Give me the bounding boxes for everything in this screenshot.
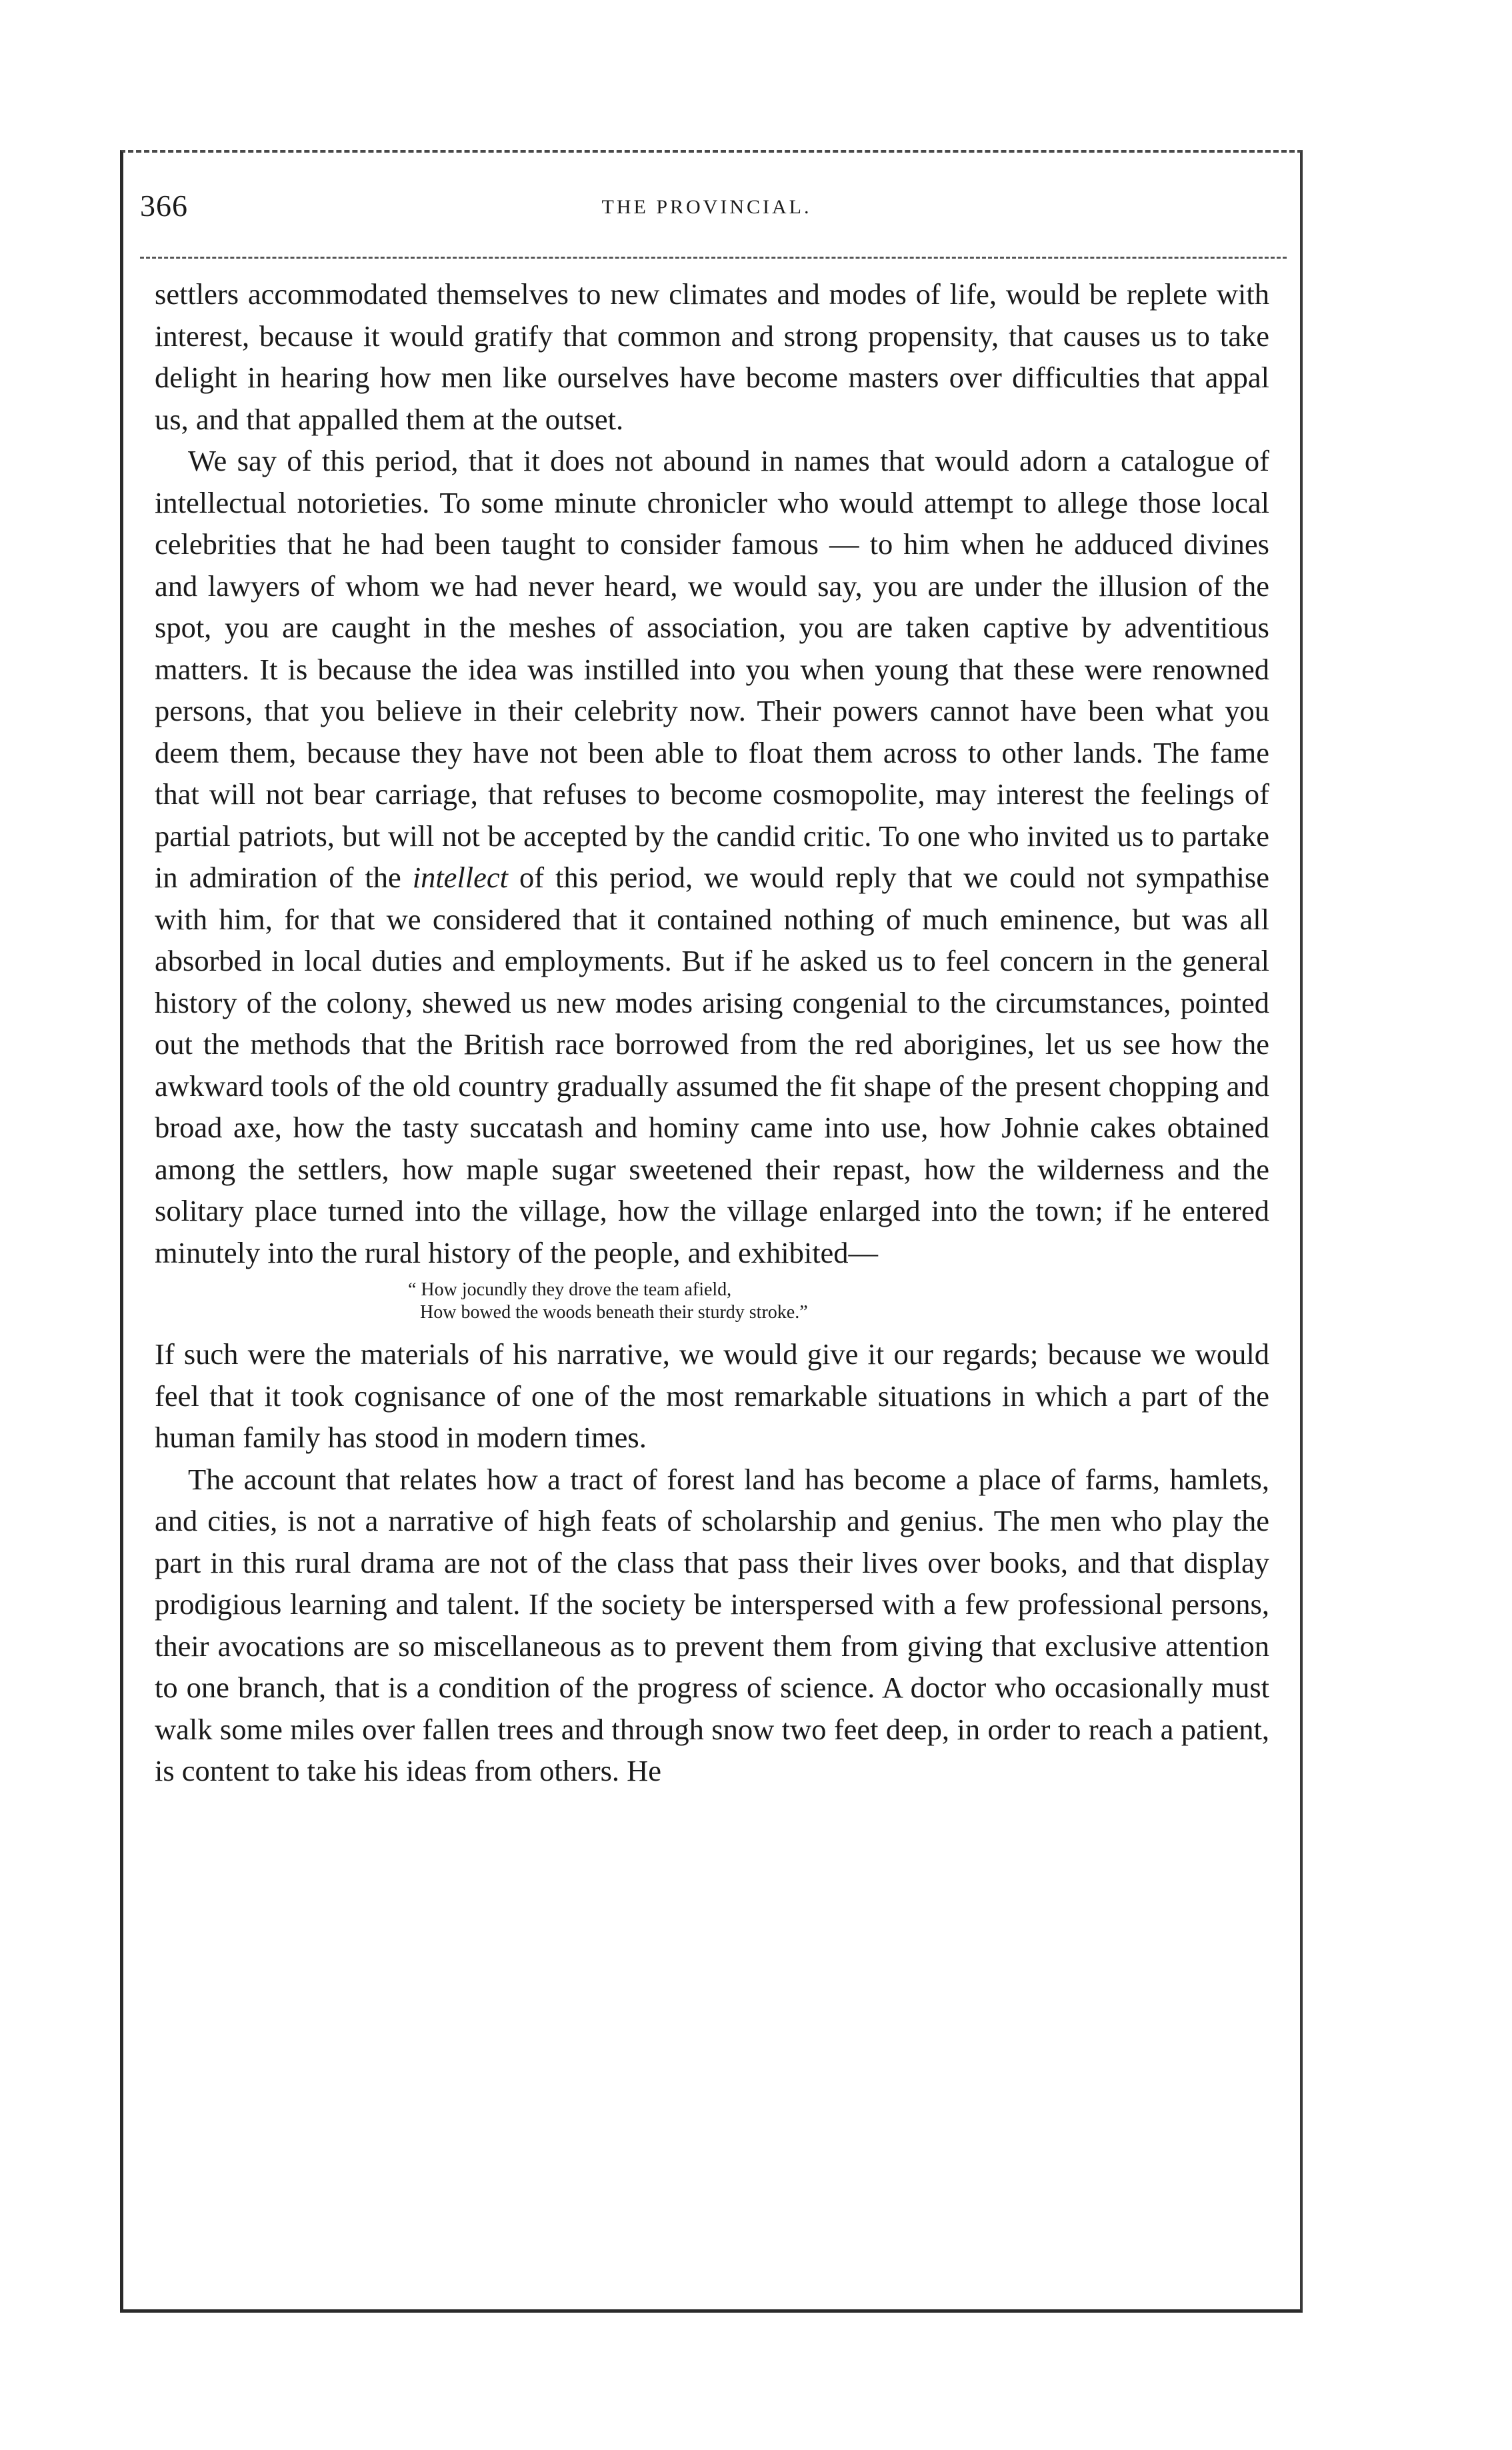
paragraph-2-text-b: of this period, we would reply that we could not sympathise with him, for that we considered that it contained nothing of much eminence, but was all absorbed in local duties and employments. But if he asked us to feel concern in the general history of the colony, shewed us new modes arising congenial to the circumstances, pointed out the methods that the British race borrowed from the red aborigines, let us see how the awkward tools of the old country gradually assumed the fit shape of the present chopping and broad axe, how the tasty succatash and hominy came into use, how Johnie cakes obtained among the settlers, how maple sugar sweetened their repast, how the wilderness and the solitary place turned into the village, how the village enlarged into the town; if he entered minutely into the rural history of the people, and exhibited—: [155, 861, 1269, 1269]
quote-line-1: “ How jocundly they drove the team afield,: [408, 1279, 732, 1300]
running-title: THE PROVINCIAL.: [601, 196, 812, 218]
quote-line-2: How bowed the woods beneath their sturdy stroke.”: [420, 1302, 808, 1323]
page-number: 366: [140, 189, 188, 223]
article-body: [155, 273, 1269, 1792]
page-header: [140, 188, 1273, 241]
paragraph-3: If such were the materials of his narrative, we would give it our regards; because we would feel that it took cognisance of one of the most remarkable situations in which a part of the human family has stood in modern times.: [155, 1337, 1269, 1454]
paragraph-2-text-a: We say of this period, that it does not abound in names that would adorn a catalogue of intellectual notorieties. To some minute chronicler who would attempt to allege those local celebrities that he had been taught to consider famous — to him when he adduced divines and lawyers of whom we had never heard, we would say, you are under the illusion of the spot, you are caught in the meshes of association, you are taken captive by adventitious matters. It is because the idea was instilled into you when young that these were renowned persons, that you believe in their celebrity now. Their powers cannot have been what you deem them, because they have not been able to float them across to other lands. The fame that will not bear carriage, that refuses to become cosmopolite, may interest the feelings of partial patriots, but will not be accepted by the candid critic. To one who invited us to partake in admiration of the: [155, 444, 1269, 894]
italic-intellect: intellect: [412, 861, 509, 894]
verse-quotation: [408, 1279, 1269, 1324]
paragraph-1: settlers accommodated themselves to new climates and modes of life, would be replete with interest, because it would gratify that common and strong propensity, that causes us to take delight in hearing how men like ourselves have become masters over difficulties that appal us, and that appalled them at the outset.: [155, 277, 1269, 436]
paragraph-4: The account that relates how a tract of forest land has become a place of farms, hamlets, and cities, is not a narrative of high feats of scholarship and genius. The men who play the part in this rural drama are not of the class that pass their lives over books, and that display prodigious learning and talent. If the society be interspersed with a few professional persons, their avocations are so miscellaneous as to prevent them from giving that exclusive attention to one branch, that is a condition of the progress of science. A doctor who occasionally must walk some miles over fallen trees and through snow two feet deep, in order to reach a patient, is content to take his ideas from others. He: [155, 1462, 1269, 1787]
header-rule: [140, 257, 1287, 259]
paragraph-2: [155, 440, 1269, 1273]
